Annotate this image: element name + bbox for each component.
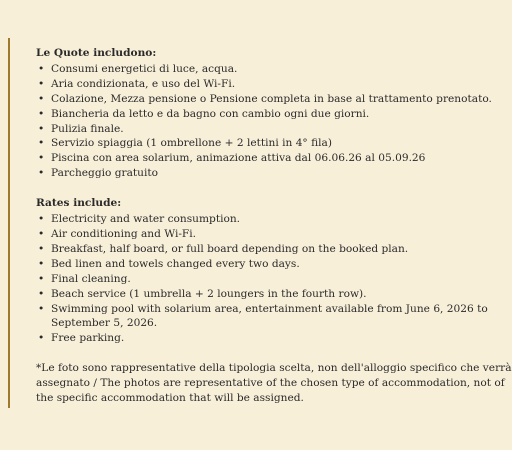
disclaimer-line: the specific accommodation that will be assigned. [36, 392, 304, 405]
english-heading: Rates include: [36, 197, 122, 210]
disclaimer-line: assegnato / The photos are representative of the chosen type of accommodation, not of [36, 377, 505, 390]
list-item [36, 302, 488, 332]
list-item-line: Swimming pool with solarium area, entertainment available from June 6, 2026 to [51, 302, 488, 315]
list-item: • Bed linen and towels changed every two days. [36, 257, 476, 272]
list-item: • Aria condizionata, e uso del Wi-Fi. [36, 77, 476, 92]
list-item: • Colazione, Mezza pensione o Pensione completa in base al trattamento prenotato. [36, 92, 476, 107]
section-spacer [36, 181, 476, 196]
list-item: • Final cleaning. [36, 272, 476, 287]
list-item-line: September 5, 2026. [51, 317, 158, 330]
italian-list [36, 62, 492, 181]
list-item: • Biancheria da letto e da bagno con cambio ogni due giorni. [36, 107, 476, 122]
list-item: • Beach service (1 umbrella + 2 loungers in the fourth row). [36, 287, 476, 302]
italian-heading: Le Quote includono: [36, 47, 157, 59]
photo-disclaimer [36, 361, 512, 406]
list-item: • Consumi energetici di luce, acqua. [36, 62, 476, 77]
rates-content [36, 46, 512, 406]
list-item: • Parcheggio gratuito [36, 166, 476, 181]
list-item: • Piscina con area solarium, animazione attiva dal 06.06.26 al 05.09.26 [36, 151, 476, 166]
list-item: • Servizio spiaggia (1 ombrellone + 2 lettini in 4° fila) [36, 136, 476, 151]
list-item: • Breakfast, half board, or full board depending on the booked plan. [36, 242, 476, 257]
section-spacer [36, 346, 476, 361]
list-item: • Free parking. [36, 331, 476, 346]
list-item: • Pulizia finale. [36, 122, 476, 137]
disclaimer-line: *Le foto sono rappresentative della tipologia scelta, non dell'alloggio specifico che verrà [36, 362, 512, 375]
english-list [36, 212, 488, 346]
rates-panel [8, 38, 512, 408]
list-item: • Electricity and water consumption. [36, 212, 476, 227]
list-item: • Air conditioning and Wi-Fi. [36, 227, 476, 242]
